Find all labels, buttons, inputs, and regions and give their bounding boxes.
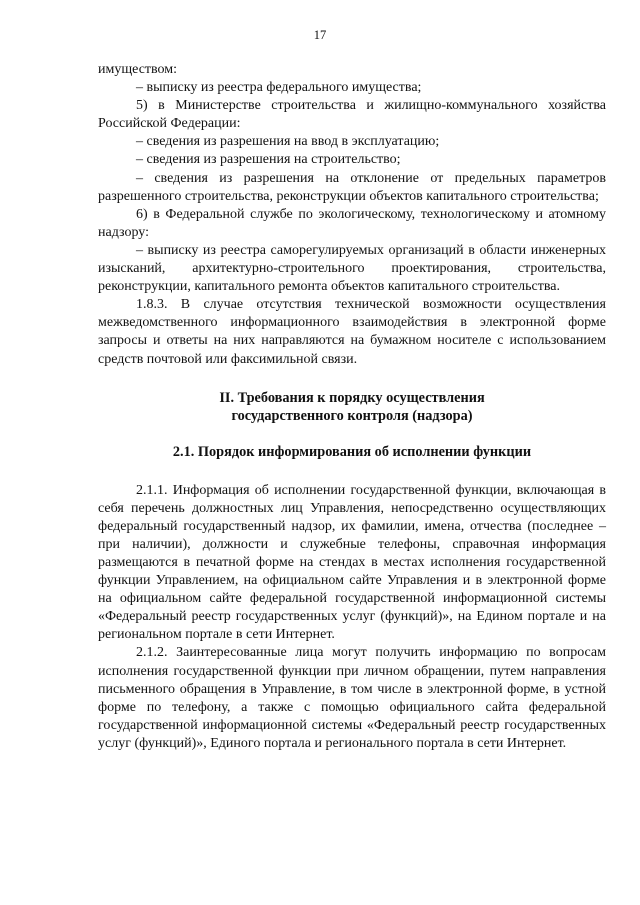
paragraph: – выписку из реестра саморегулируемых организаций в области инженерных изысканий, архитектурно-строительного проектирования, строительства, реконструкции, капитального ремонта объектов капитального строительства. bbox=[98, 242, 606, 295]
paragraph: – выписку из реестра федерального имущества; bbox=[136, 80, 422, 96]
section-heading-line-1: II. Требования к порядку осуществления bbox=[219, 389, 485, 406]
section-heading-line-2: государственного контроля (надзора) bbox=[231, 407, 473, 424]
paragraph: – сведения из разрешения на отклонение от предельных параметров разрешенного строительства, реконструкции объектов капитального строительства; bbox=[98, 170, 606, 204]
page-number: 17 bbox=[313, 28, 327, 42]
body-text bbox=[98, 61, 606, 753]
paragraph: – сведения из разрешения на ввод в эксплуатацию; bbox=[136, 134, 440, 150]
paragraphs-bottom bbox=[98, 482, 606, 753]
paragraph: 5) в Министерстве строительства и жилищно-коммунального хозяйства Российской Федерации: bbox=[98, 98, 606, 132]
paragraph: 1.8.3. В случае отсутствия технической возможности осуществления межведомственного информационного взаимодействия в электронной форме запросы и ответы на них направляются на бумажном носителе с использованием средств почтовой или факсимильной связи. bbox=[98, 297, 606, 367]
paragraph: 2.1.1. Информация об исполнении государственной функции, включающая в себя перечень должностных лиц Управления, непосредственно осуществляющих федеральный государственный надзор, их фамилии, имена, отчества (последнее – при наличии), должности и служебные телефоны, справочная информация размещаются в печатной форме на стендах в местах исполнения государственной функции Управлением, на официальном сайте Управления и в электронной форме на официальном сайте федеральной государственной информационной системы «Федеральный реестр государственных услуг (функций)», на Едином портале и на региональном портале в сети Интернет. bbox=[98, 482, 606, 643]
paragraphs-top bbox=[98, 61, 606, 369]
paragraph: 2.1.2. Заинтересованные лица могут получить информацию по вопросам исполнения государственной функции при личном обращении, путем направления письменного обращения в Управление, в том числе в электронной форме, в устной форме по телефону, а также с помощью официального сайта федеральной государственной информационной системы «Федеральный реестр государственных услуг (функций)», Единого портала и регионального портала в сети Интернет. bbox=[98, 645, 606, 751]
paragraph: 6) в Федеральной службе по экологическому, технологическому и атомному надзору: bbox=[98, 206, 606, 240]
subsection-heading: 2.1. Порядок информирования об исполнении функции bbox=[172, 443, 532, 460]
paragraph: имуществом: bbox=[98, 62, 178, 77]
paragraph: – сведения из разрешения на строительство; bbox=[136, 152, 401, 168]
